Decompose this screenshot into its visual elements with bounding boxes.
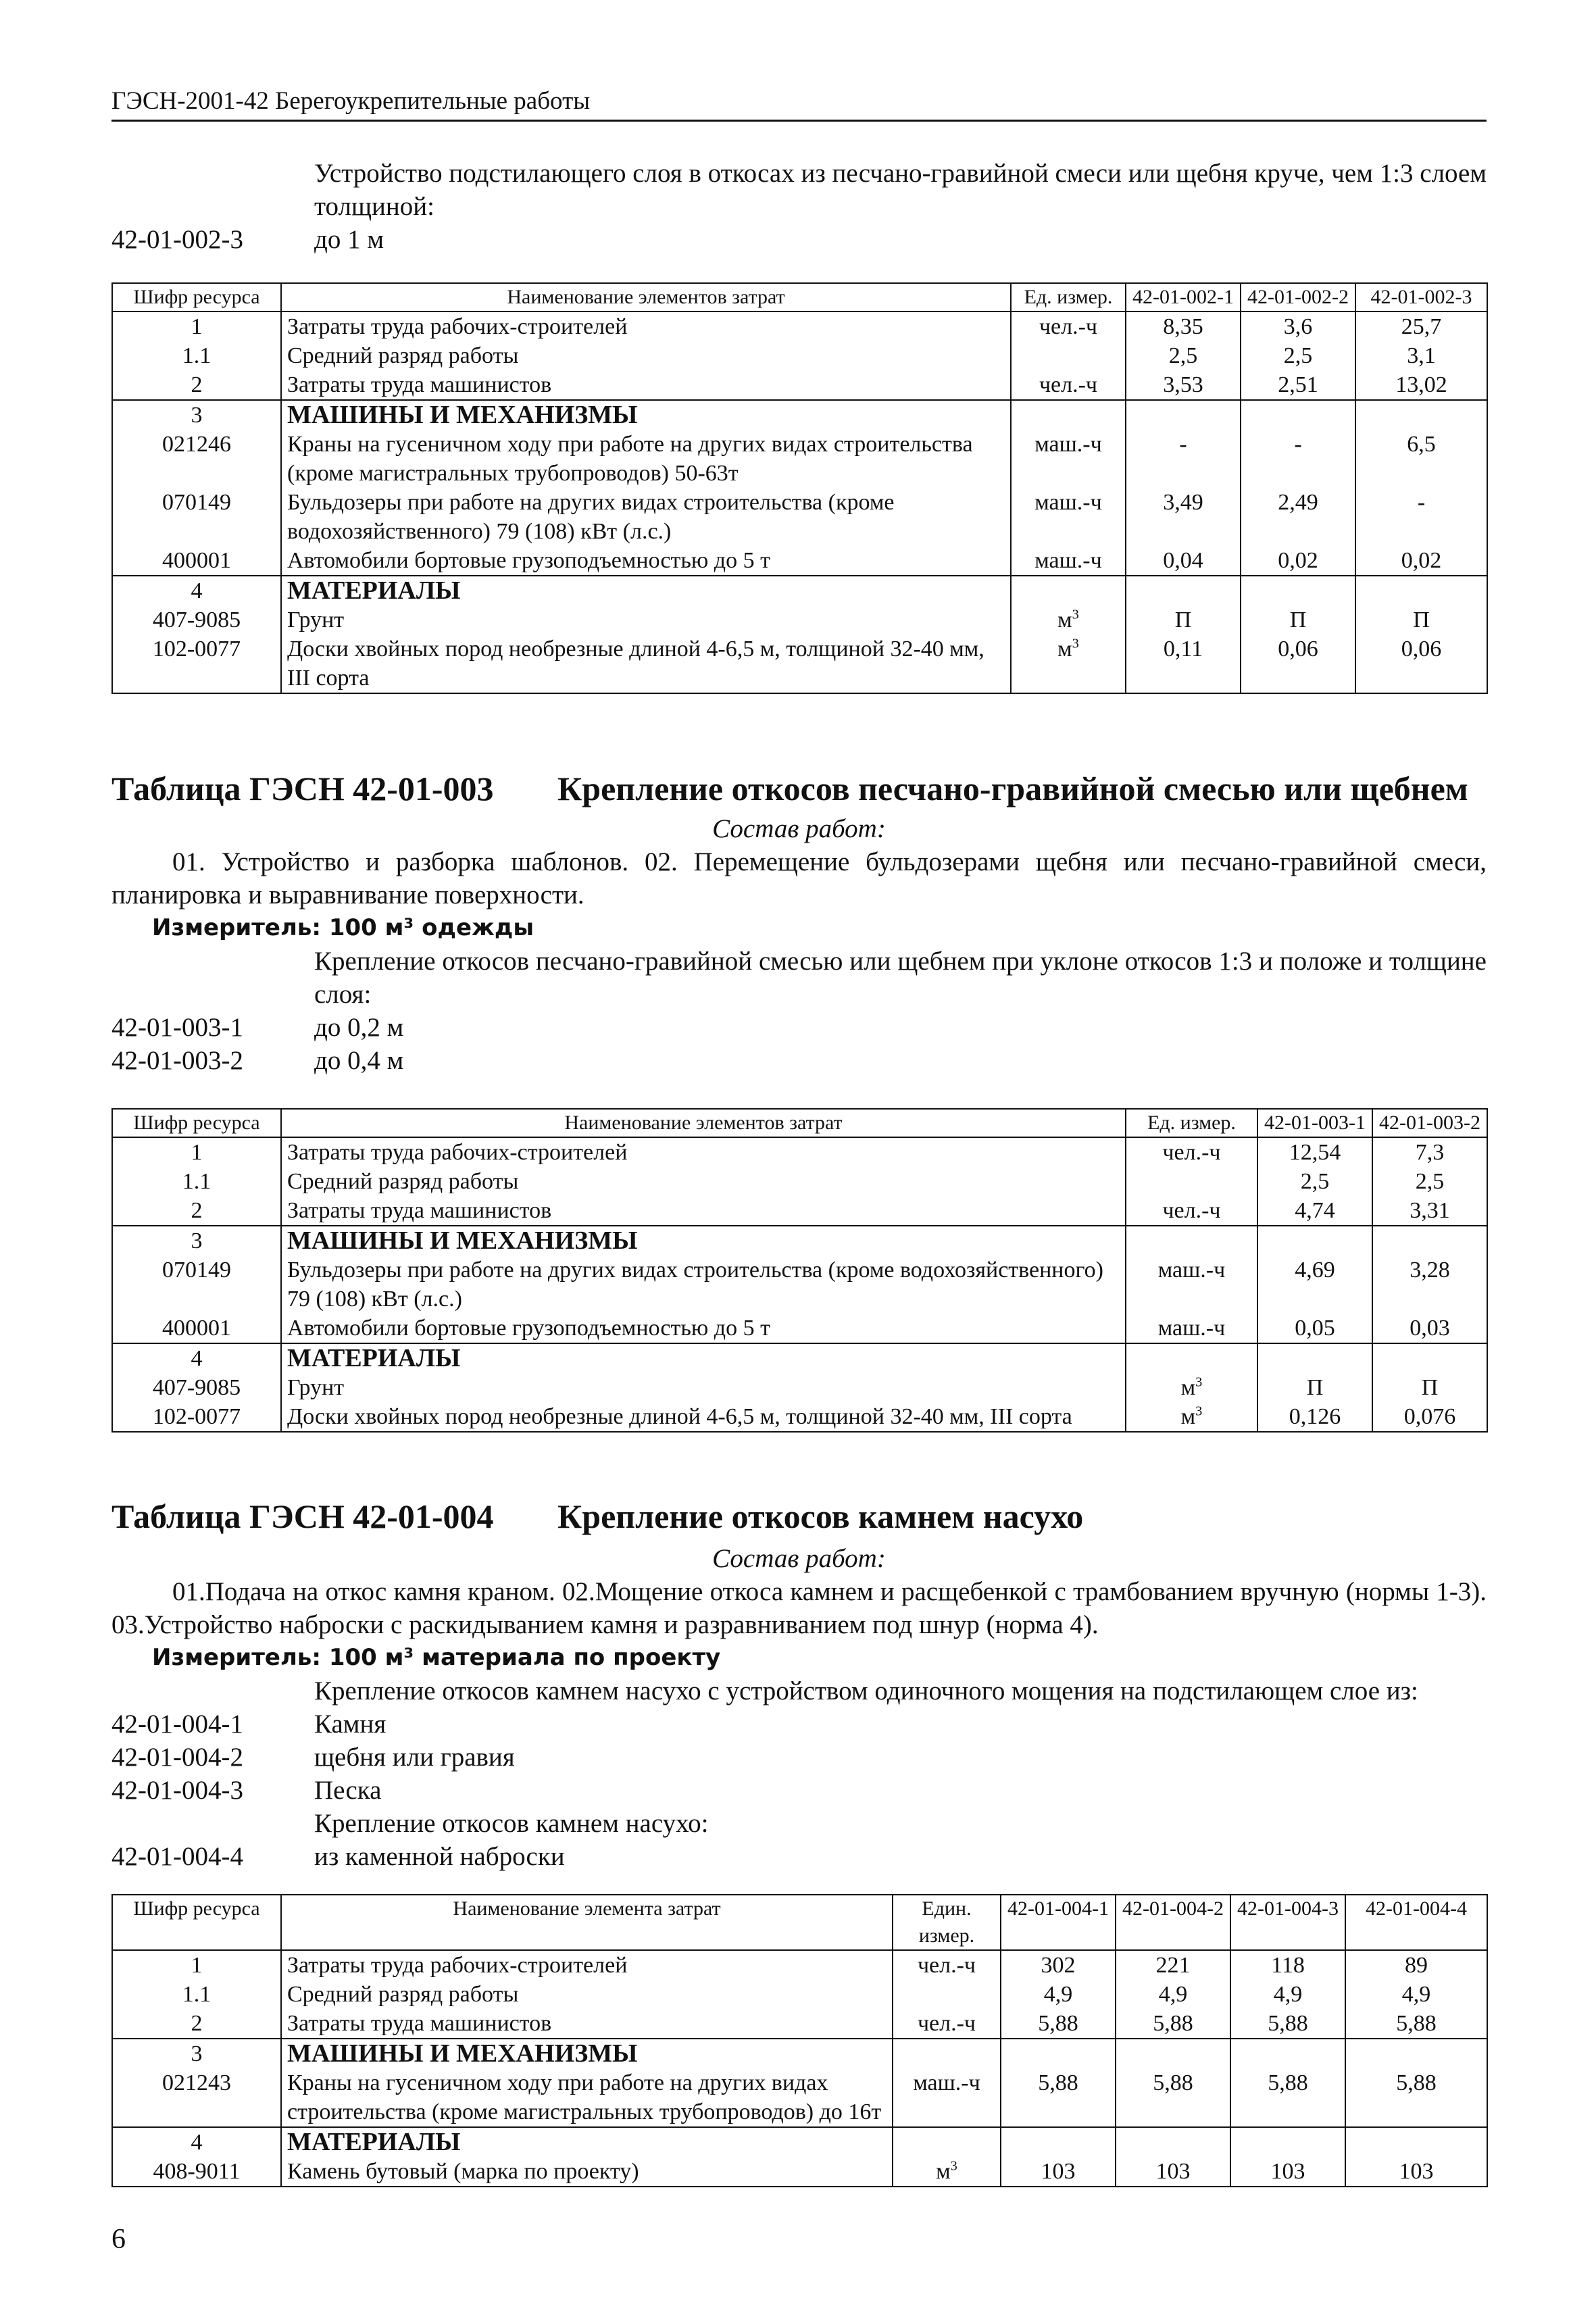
- unit-cell: чел.-ч: [893, 1950, 1001, 1980]
- cost-element-name: Бульдозеры при работе на других видах строительства (кроме водохозяйственного) 79 (108) кВт (л.с.): [281, 488, 1011, 546]
- section-title: [111, 769, 1487, 808]
- table-row: [112, 1226, 1487, 1255]
- value-cell: 12,54: [1257, 1137, 1372, 1167]
- value-cell: 7,3: [1372, 1137, 1487, 1167]
- cost-element-name: Грунт: [281, 1373, 1126, 1402]
- value-cell: П: [1372, 1373, 1487, 1402]
- empty-cell: [1230, 2039, 1345, 2068]
- empty-cell: [1230, 2127, 1345, 2157]
- resource-code: 4: [112, 2127, 281, 2157]
- cost-element-name: Затраты труда машинистов: [281, 1196, 1126, 1226]
- table-row: [112, 341, 1487, 370]
- unit-cell: чел.-ч: [1011, 312, 1126, 341]
- cost-element-name: Доски хвойных пород необрезные длиной 4-6,5 м, толщиной 32-40 мм, III сорта: [281, 1402, 1126, 1432]
- section-title: [111, 1497, 1487, 1536]
- section3-block: [111, 1542, 1487, 1873]
- table-row: [112, 312, 1487, 341]
- norm-label: до 0,4 м: [314, 1046, 404, 1075]
- norm-label: до 0,2 м: [314, 1013, 404, 1042]
- unit-cell: $м^3$: [1126, 1402, 1257, 1432]
- resource-code: 2: [112, 370, 281, 400]
- resource-code: 408-9011: [112, 2157, 281, 2187]
- table-42-01-004: [111, 1894, 1488, 2187]
- resource-code: 070149: [112, 1255, 281, 1314]
- value-cell: 302: [1001, 1950, 1116, 1980]
- cost-element-name: Средний разряд работы: [281, 1980, 893, 2009]
- col-header: 42-01-002-3: [1355, 283, 1487, 312]
- empty-cell: [1116, 2039, 1230, 2068]
- col-header: Един. измер.: [893, 1895, 1001, 1950]
- table-row: [112, 1137, 1487, 1167]
- value-cell: 5,88: [1116, 2009, 1230, 2039]
- resource-code: 070149: [112, 488, 281, 546]
- cost-element-name: Автомобили бортовые грузоподъемностью до 5 т: [281, 546, 1011, 576]
- norm-code: 42-01-004-3: [111, 1776, 243, 1805]
- empty-cell: [1126, 576, 1241, 605]
- value-cell: 2,5: [1372, 1167, 1487, 1196]
- col-header: 42-01-002-2: [1241, 283, 1355, 312]
- value-cell: 103: [1230, 2157, 1345, 2187]
- empty-cell: [1001, 2127, 1116, 2157]
- norm-item: [111, 1708, 1487, 1741]
- works-text: 01. Устройство и разборка шаблонов. 02. Перемещение бульдозерами щебня или песчано-гравийной смеси, планировка и выравнивание поверхности.: [111, 847, 1487, 910]
- value-cell: 0,076: [1372, 1402, 1487, 1432]
- norm-label: Камня: [314, 1710, 386, 1739]
- col-header: Наименование элементов затрат: [281, 283, 1011, 312]
- value-cell: 0,11: [1126, 634, 1241, 693]
- cost-element-name: Камень бутовый (марка по проекту): [281, 2157, 893, 2187]
- cost-element-name: Грунт: [281, 605, 1011, 634]
- value-cell: 2,5: [1241, 341, 1355, 370]
- empty-cell: [1345, 2127, 1487, 2157]
- works-label: Состав работ:: [712, 1544, 886, 1573]
- value-cell: 25,7: [1355, 312, 1487, 341]
- empty-cell: [1345, 2039, 1487, 2068]
- measure-unit: Измеритель: 100 м³ материала по проекту: [152, 1644, 721, 1671]
- value-cell: 0,126: [1257, 1402, 1372, 1432]
- value-cell: 4,74: [1257, 1196, 1372, 1226]
- unit-cell: [1011, 341, 1126, 370]
- table-row: [112, 1167, 1487, 1196]
- empty-cell: [1116, 2127, 1230, 2157]
- value-cell: 13,02: [1355, 370, 1487, 400]
- col-header: 42-01-003-1: [1257, 1109, 1372, 1137]
- resource-code: 2: [112, 2009, 281, 2039]
- norm-description: Крепление откосов камнем насухо:: [314, 1809, 709, 1838]
- cost-element-name: Затраты труда рабочих-строителей: [281, 1950, 893, 1980]
- value-cell: 4,9: [1230, 1980, 1345, 2009]
- intro-item: [111, 223, 1487, 256]
- table-row: [112, 1373, 1487, 1402]
- resource-code: 1: [112, 1137, 281, 1167]
- works-label: Состав работ:: [712, 814, 886, 843]
- unit-cell: маш.-ч: [1011, 546, 1126, 576]
- value-cell: 5,88: [1345, 2068, 1487, 2127]
- measure-unit: Измеритель: 100 м³ одежды: [152, 914, 534, 941]
- value-cell: 3,49: [1126, 488, 1241, 546]
- norm-item: [111, 1774, 1487, 1807]
- value-cell: 5,88: [1230, 2068, 1345, 2127]
- col-header: 42-01-004-4: [1345, 1895, 1487, 1950]
- col-header: Шифр ресурса: [112, 283, 281, 312]
- col-header: Шифр ресурса: [112, 1895, 281, 1950]
- norm-code: 42-01-004-2: [111, 1743, 243, 1772]
- value-cell: 4,9: [1001, 1980, 1116, 2009]
- unit-cell: маш.-ч: [893, 2068, 1001, 2127]
- value-cell: 5,88: [1001, 2009, 1116, 2039]
- empty-cell: [893, 2127, 1001, 2157]
- section-heading: МАТЕРИАЛЫ: [281, 576, 1011, 605]
- empty-cell: [1355, 576, 1487, 605]
- norm-code: 42-01-002-3: [111, 225, 243, 254]
- value-cell: -: [1355, 488, 1487, 546]
- section-heading: МАТЕРИАЛЫ: [281, 1343, 1126, 1373]
- table-row: [112, 1980, 1487, 2009]
- norm-code: 42-01-003-1: [111, 1013, 243, 1042]
- value-cell: 5,88: [1345, 2009, 1487, 2039]
- value-cell: 0,05: [1257, 1314, 1372, 1343]
- unit-cell: маш.-ч: [1011, 488, 1126, 546]
- empty-cell: [1001, 2039, 1116, 2068]
- norm-label: до 1 м: [314, 225, 384, 254]
- section-heading: МАТЕРИАЛЫ: [281, 2127, 893, 2157]
- resource-code: 3: [112, 1226, 281, 1255]
- resource-code: 2: [112, 1196, 281, 1226]
- empty-cell: [1257, 1343, 1372, 1373]
- resource-code: 400001: [112, 1314, 281, 1343]
- page-header: ГЭСН-2001-42 Берегоукрепительные работы: [111, 86, 1487, 122]
- table-row: [112, 576, 1487, 605]
- resource-code: 1: [112, 312, 281, 341]
- value-cell: П: [1355, 605, 1487, 634]
- table-row: [112, 634, 1487, 693]
- resource-code: 1: [112, 1950, 281, 1980]
- table-row: [112, 400, 1487, 430]
- table-row: [112, 1343, 1487, 1373]
- empty-cell: [1126, 1226, 1257, 1255]
- empty-cell: [893, 2039, 1001, 2068]
- value-cell: 5,88: [1230, 2009, 1345, 2039]
- value-cell: 2,5: [1257, 1167, 1372, 1196]
- col-header: 42-01-003-2: [1372, 1109, 1487, 1137]
- unit-cell: $м^3$: [893, 2157, 1001, 2187]
- norm-label: Песка: [314, 1776, 382, 1805]
- table-row: [112, 2127, 1487, 2157]
- table-row: [112, 1196, 1487, 1226]
- col-header: Ед. измер.: [1126, 1109, 1257, 1137]
- resource-code: 021243: [112, 2068, 281, 2127]
- col-header: Шифр ресурса: [112, 1109, 281, 1137]
- cost-element-name: Затраты труда рабочих-строителей: [281, 1137, 1126, 1167]
- table-42-01-003: [111, 1108, 1488, 1433]
- value-cell: 0,03: [1372, 1314, 1487, 1343]
- table-code: Таблица ГЭСН 42-01-003: [111, 770, 494, 807]
- value-cell: 103: [1116, 2157, 1230, 2187]
- cost-element-name: Краны на гусеничном ходу при работе на других видах строительства (кроме магистральных трубопроводов) 50-63т: [281, 430, 1011, 488]
- value-cell: 103: [1001, 2157, 1116, 2187]
- table-row: [112, 1402, 1487, 1432]
- table-row: [112, 2009, 1487, 2039]
- value-cell: 89: [1345, 1950, 1487, 1980]
- cost-element-name: Краны на гусеничном ходу при работе на других видах строительства (кроме магистральных трубопроводов) до 16т: [281, 2068, 893, 2127]
- norm-code: 42-01-003-2: [111, 1046, 243, 1075]
- cost-element-name: Затраты труда машинистов: [281, 370, 1011, 400]
- cost-element-name: Доски хвойных пород необрезные длиной 4-6,5 м, толщиной 32-40 мм, III сорта: [281, 634, 1011, 693]
- cost-element-name: Затраты труда машинистов: [281, 2009, 893, 2039]
- table-row: [112, 605, 1487, 634]
- cost-element-name: Автомобили бортовые грузоподъемностью до 5 т: [281, 1314, 1126, 1343]
- table-title: Крепление откосов песчано-гравийной смесью или щебнем: [557, 770, 1468, 807]
- intro-text: Устройство подстилающего слоя в откосах из песчано-гравийной смеси или щебня круче, чем 1:3 слоем толщиной:: [314, 159, 1487, 221]
- value-cell: 3,1: [1355, 341, 1487, 370]
- resource-code: 1.1: [112, 341, 281, 370]
- value-cell: 4,69: [1257, 1255, 1372, 1314]
- unit-cell: маш.-ч: [1126, 1255, 1257, 1314]
- resource-code: 407-9085: [112, 1373, 281, 1402]
- col-header: 42-01-002-1: [1126, 283, 1241, 312]
- cost-element-name: Средний разряд работы: [281, 341, 1011, 370]
- norm-label: из каменной наброски: [314, 1842, 565, 1871]
- value-cell: 3,53: [1126, 370, 1241, 400]
- works-text: 01.Подача на откос камня краном. 02.Мощение откоса камнем и расщебенкой с трамбованием вручную (нормы 1-3). 03.Устройство наброски с раскидыванием камня и разравниванием под шнур (норма 4).: [111, 1577, 1487, 1639]
- resource-code: 4: [112, 1343, 281, 1373]
- table-code: Таблица ГЭСН 42-01-004: [111, 1497, 494, 1535]
- section-heading: МАШИНЫ И МЕХАНИЗМЫ: [281, 400, 1011, 430]
- norm-label: щебня или гравия: [314, 1743, 515, 1772]
- unit-cell: чел.-ч: [893, 2009, 1001, 2039]
- norm-item: [111, 1011, 1487, 1044]
- resource-code: 102-0077: [112, 634, 281, 693]
- norm-item: [111, 1044, 1487, 1077]
- table-row: [112, 1950, 1487, 1980]
- resource-code: 1.1: [112, 1980, 281, 2009]
- empty-cell: [1372, 1343, 1487, 1373]
- cost-element-name: Бульдозеры при работе на других видах строительства (кроме водохозяйственного) 79 (108) кВт (л.с.): [281, 1255, 1126, 1314]
- section-heading: МАШИНЫ И МЕХАНИЗМЫ: [281, 1226, 1126, 1255]
- norm-code: 42-01-004-1: [111, 1710, 243, 1739]
- col-header: 42-01-004-2: [1116, 1895, 1230, 1950]
- value-cell: 2,5: [1126, 341, 1241, 370]
- value-cell: П: [1241, 605, 1355, 634]
- table-row: [112, 370, 1487, 400]
- cost-element-name: Средний разряд работы: [281, 1167, 1126, 1196]
- value-cell: -: [1126, 430, 1241, 488]
- empty-cell: [1011, 576, 1126, 605]
- value-cell: 0,06: [1355, 634, 1487, 693]
- intro-block: [111, 157, 1487, 256]
- section-heading: МАШИНЫ И МЕХАНИЗМЫ: [281, 2039, 893, 2068]
- unit-cell: чел.-ч: [1011, 370, 1126, 400]
- table-row: [112, 430, 1487, 488]
- norm-description: Крепление откосов песчано-гравийной смесью или щебнем при уклоне откосов 1:3 и положе и толщине слоя:: [314, 947, 1487, 1009]
- page-number: 6: [111, 2224, 126, 2255]
- unit-cell: $м^3$: [1011, 605, 1126, 634]
- value-cell: 5,88: [1116, 2068, 1230, 2127]
- unit-cell: [1126, 1167, 1257, 1196]
- value-cell: 221: [1116, 1950, 1230, 1980]
- col-header: Ед. измер.: [1011, 283, 1126, 312]
- table-row: [112, 1314, 1487, 1343]
- unit-cell: [893, 1980, 1001, 2009]
- unit-cell: маш.-ч: [1126, 1314, 1257, 1343]
- value-cell: 0,02: [1241, 546, 1355, 576]
- resource-code: 3: [112, 400, 281, 430]
- value-cell: 4,9: [1116, 1980, 1230, 2009]
- table-row: [112, 546, 1487, 576]
- value-cell: 4,9: [1345, 1980, 1487, 2009]
- value-cell: 118: [1230, 1950, 1345, 1980]
- unit-cell: чел.-ч: [1126, 1137, 1257, 1167]
- value-cell: 8,35: [1126, 312, 1241, 341]
- unit-cell: $м^3$: [1011, 634, 1126, 693]
- resource-code: 1.1: [112, 1167, 281, 1196]
- resource-code: 400001: [112, 546, 281, 576]
- col-header: Наименование элемента затрат: [281, 1895, 893, 1950]
- table-row: [112, 2068, 1487, 2127]
- empty-cell: [1257, 1226, 1372, 1255]
- empty-cell: [1011, 400, 1126, 430]
- empty-cell: [1241, 400, 1355, 430]
- value-cell: 6,5: [1355, 430, 1487, 488]
- resource-code: 3: [112, 2039, 281, 2068]
- resource-code: 4: [112, 576, 281, 605]
- value-cell: 0,02: [1355, 546, 1487, 576]
- norm-description: Крепление откосов камнем насухо с устройством одиночного мощения на подстилающем слое из:: [314, 1676, 1418, 1706]
- unit-cell: чел.-ч: [1126, 1196, 1257, 1226]
- norm-code: 42-01-004-4: [111, 1842, 243, 1871]
- value-cell: -: [1241, 430, 1355, 488]
- empty-cell: [1126, 400, 1241, 430]
- value-cell: 3,28: [1372, 1255, 1487, 1314]
- resource-code: 407-9085: [112, 605, 281, 634]
- cost-element-name: Затраты труда рабочих-строителей: [281, 312, 1011, 341]
- table-row: [112, 2157, 1487, 2187]
- col-header: 42-01-004-1: [1001, 1895, 1116, 1950]
- value-cell: 3,6: [1241, 312, 1355, 341]
- norm-item: [111, 1741, 1487, 1774]
- empty-cell: [1126, 1343, 1257, 1373]
- table-row: [112, 2039, 1487, 2068]
- unit-cell: $м^3$: [1126, 1373, 1257, 1402]
- section2-block: [111, 812, 1487, 1077]
- resource-code: 021246: [112, 430, 281, 488]
- table-row: [112, 1255, 1487, 1314]
- table-row: [112, 488, 1487, 546]
- value-cell: П: [1257, 1373, 1372, 1402]
- table-42-01-002: [111, 282, 1488, 694]
- value-cell: 2,51: [1241, 370, 1355, 400]
- value-cell: 103: [1345, 2157, 1487, 2187]
- empty-cell: [1355, 400, 1487, 430]
- norm-item: [111, 1840, 1487, 1873]
- value-cell: 5,88: [1001, 2068, 1116, 2127]
- unit-cell: маш.-ч: [1011, 430, 1126, 488]
- value-cell: П: [1126, 605, 1241, 634]
- resource-code: 102-0077: [112, 1402, 281, 1432]
- col-header: 42-01-004-3: [1230, 1895, 1345, 1950]
- table-title: Крепление откосов камнем насухо: [557, 1497, 1084, 1535]
- value-cell: 0,04: [1126, 546, 1241, 576]
- value-cell: 2,49: [1241, 488, 1355, 546]
- empty-cell: [1372, 1226, 1487, 1255]
- value-cell: 3,31: [1372, 1196, 1487, 1226]
- value-cell: 0,06: [1241, 634, 1355, 693]
- empty-cell: [1241, 576, 1355, 605]
- col-header: Наименование элементов затрат: [281, 1109, 1126, 1137]
